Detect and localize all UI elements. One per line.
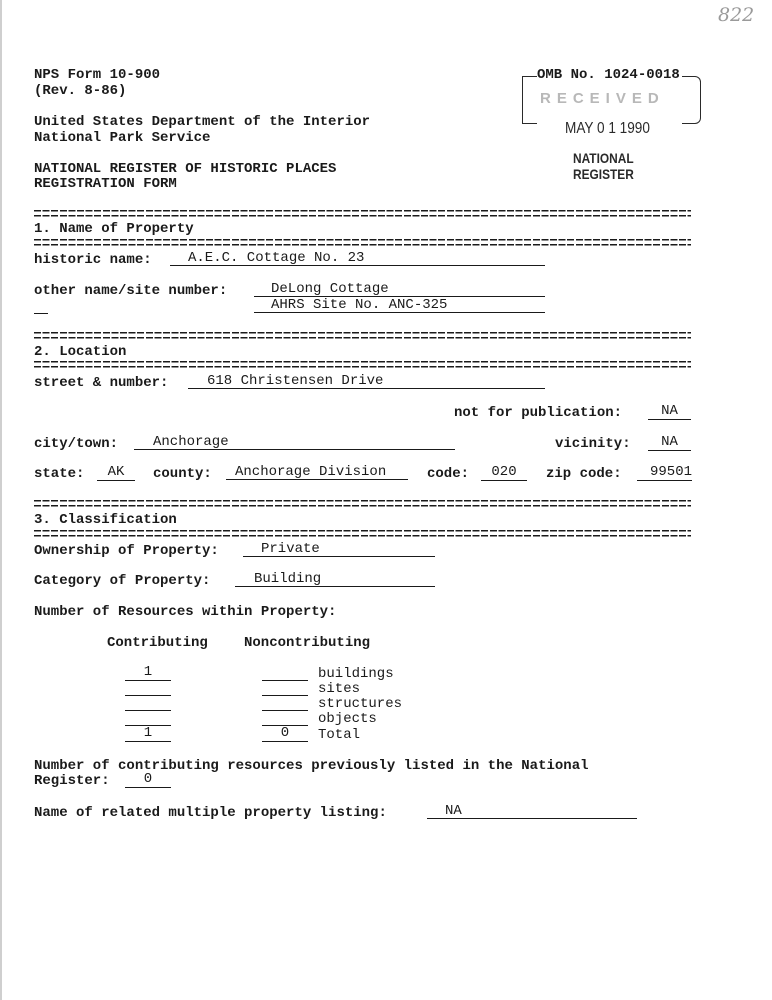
code-label: code: (427, 466, 470, 482)
ownership-value: Private (243, 542, 435, 557)
stamp-date: MAY 0 1 1990 (565, 120, 650, 137)
register-title: NATIONAL REGISTER OF HISTORIC PLACES (34, 161, 337, 177)
handwritten-corner-note: 822 (718, 4, 755, 26)
section-rule (34, 210, 691, 217)
noncontributing-count-objects (262, 710, 308, 726)
contributing-count-total: 1 (125, 726, 171, 742)
not-for-publication-label: not for publication: (454, 405, 623, 421)
previously-listed-label-1: Number of contributing resources previously listed in the National (34, 758, 589, 774)
contributing-count-sites (125, 680, 171, 696)
resource-label-buildings: buildings (318, 666, 394, 682)
multiple-listing-label: Name of related multiple property listing: (34, 805, 387, 821)
omb-number: OMB No. 1024-0018 (537, 67, 680, 83)
scan-edge (0, 0, 2, 1000)
multiple-listing-value: NA (427, 804, 637, 819)
section-1-heading: 1. Name of Property (34, 221, 194, 237)
service: National Park Service (34, 130, 211, 146)
other-name-value-2: AHRS Site No. ANC-325 (254, 298, 545, 313)
noncontributing-count-buildings (262, 665, 308, 681)
resource-label-sites: sites (318, 681, 361, 697)
other-name-blank (34, 298, 48, 314)
section-3-heading: 3. Classification (34, 512, 177, 528)
historic-name-label: historic name: (34, 252, 152, 268)
other-name-value-1: DeLong Cottage (254, 282, 545, 297)
vicinity-label: vicinity: (555, 436, 631, 452)
city-label: city/town: (34, 436, 119, 452)
contributing-count-objects (125, 710, 171, 726)
section-2-heading: 2. Location (34, 344, 127, 360)
section-rule (34, 530, 691, 537)
state-value: AK (97, 465, 135, 481)
form-number: NPS Form 10-900 (34, 67, 161, 83)
section-rule (34, 500, 691, 507)
contributing-count-buildings: 1 (125, 665, 171, 681)
historic-name-value: A.E.C. Cottage No. 23 (170, 251, 545, 266)
zip-code-value: 99501 (637, 465, 692, 481)
previously-listed-value: 0 (125, 772, 171, 788)
street-label: street & number: (34, 375, 169, 391)
not-for-publication-value: NA (648, 404, 691, 420)
ownership-label: Ownership of Property: (34, 543, 219, 559)
code-value: 020 (481, 465, 527, 481)
section-rule (34, 239, 691, 246)
stamp-received: RECEIVED (540, 90, 665, 107)
vicinity-value: NA (648, 435, 691, 451)
noncontributing-count-sites (262, 680, 308, 696)
resource-label-total: Total (318, 727, 361, 743)
resource-label-structures: structures (318, 696, 403, 712)
zip-code-label: zip code: (546, 466, 622, 482)
section-rule (34, 332, 691, 339)
county-label: county: (153, 466, 212, 482)
resources-label: Number of Resources within Property: (34, 604, 337, 620)
resource-label-objects: objects (318, 711, 377, 727)
noncontributing-count-structures (262, 695, 308, 711)
category-value: Building (235, 572, 435, 587)
noncontributing-header: Noncontributing (244, 635, 371, 651)
city-value: Anchorage (134, 435, 455, 450)
department: United States Department of the Interior (34, 114, 371, 130)
stamp-frame-left (522, 76, 537, 124)
street-value: 618 Christensen Drive (188, 374, 545, 389)
state-label: state: (34, 466, 85, 482)
section-rule (34, 361, 691, 368)
noncontributing-count-total: 0 (262, 726, 308, 742)
stamp-frame-right (682, 76, 701, 124)
stamp-national: NATIONAL (573, 150, 634, 166)
contributing-count-structures (125, 695, 171, 711)
contributing-header: Contributing (107, 635, 208, 651)
previously-listed-label-2: Register: (34, 773, 110, 789)
other-name-label: other name/site number: (34, 283, 228, 299)
form-title: REGISTRATION FORM (34, 176, 177, 192)
form-revision: (Rev. 8-86) (34, 83, 127, 99)
county-value: Anchorage Division (226, 465, 408, 480)
category-label: Category of Property: (34, 573, 211, 589)
stamp-register: REGISTER (573, 166, 634, 182)
